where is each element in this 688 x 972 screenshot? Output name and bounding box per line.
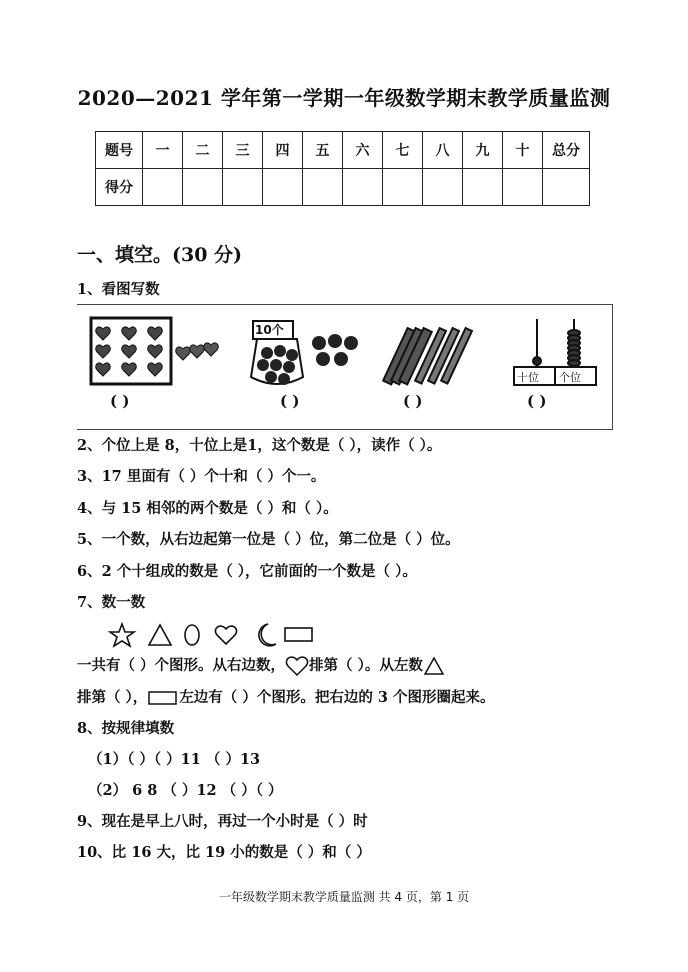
score-table-score-row bbox=[96, 169, 590, 206]
star-icon bbox=[110, 624, 134, 646]
rectangle-icon bbox=[285, 628, 312, 641]
question-4: 4、与 15 相邻的两个数是（ ）和（ ）。 bbox=[77, 500, 338, 517]
question-10: 10、比 16 大，比 19 小的数是（ ）和（ ） bbox=[77, 844, 371, 861]
score-header-cell: 四 bbox=[263, 132, 303, 169]
question-3: 3、17 里面有（ ）个十和（ ）个一。 bbox=[77, 468, 326, 485]
answer-bracket[interactable]: ( ) bbox=[110, 392, 130, 410]
question-8: 8、按规律填数 bbox=[77, 720, 175, 737]
q7-line2-text-a: 排第（ ）， bbox=[77, 689, 148, 706]
hearts-box-icon bbox=[91, 318, 218, 384]
q7-line1-text-b: 排第（ ）。从左数 bbox=[309, 657, 423, 674]
stick-bundle-icon bbox=[383, 328, 472, 384]
score-cell[interactable] bbox=[303, 169, 343, 206]
score-header-cell: 二 bbox=[183, 132, 223, 169]
moon-icon bbox=[259, 624, 276, 646]
answer-bracket[interactable]: ( ) bbox=[527, 392, 547, 410]
question-7: 7、数一数 bbox=[77, 594, 146, 611]
score-cell[interactable] bbox=[383, 169, 423, 206]
score-header-cell: 七 bbox=[383, 132, 423, 169]
rectangle-icon bbox=[147, 690, 179, 706]
q1-illustrations bbox=[77, 305, 612, 429]
abacus-tens-label: 十位 bbox=[517, 371, 539, 384]
score-header-cell: 总分 bbox=[543, 132, 590, 169]
score-header-cell: 九 bbox=[463, 132, 503, 169]
score-cell[interactable] bbox=[503, 169, 543, 206]
question-9: 9、现在是早上八时，再过一个小时是（ ）时 bbox=[77, 813, 368, 830]
question-2: 2、个位上是 8，十位上是1，这个数是（ ），读作（ ）。 bbox=[77, 437, 442, 454]
page-footer: 一年级数学期末教学质量监测 共 4 页，第 1 页 bbox=[218, 890, 470, 904]
score-cell[interactable] bbox=[343, 169, 383, 206]
score-header-cell: 题号 bbox=[96, 132, 143, 169]
score-cell[interactable] bbox=[183, 169, 223, 206]
score-header-cell: 三 bbox=[223, 132, 263, 169]
score-header-cell: 五 bbox=[303, 132, 343, 169]
score-cell[interactable] bbox=[423, 169, 463, 206]
q8-row-1: （1）（ ）（ ）11 （ ）13 bbox=[88, 751, 261, 768]
score-cell[interactable] bbox=[543, 169, 590, 206]
q1-picture-strip bbox=[77, 304, 613, 430]
question-6: 6、2 个十组成的数是（ ），它前面的一个数是（ ）。 bbox=[77, 563, 417, 580]
triangle-icon bbox=[423, 656, 445, 676]
question-7-line-2 bbox=[77, 686, 495, 707]
triangle-icon bbox=[149, 625, 171, 645]
score-table bbox=[95, 131, 590, 206]
bag-label: 10个 bbox=[255, 323, 284, 337]
score-header-cell: 六 bbox=[343, 132, 383, 169]
score-cell[interactable] bbox=[223, 169, 263, 206]
oval-icon bbox=[185, 625, 199, 645]
q7-line2-text-b: 左边有（ ）个图形。把右边的 3 个图形圈起来。 bbox=[179, 689, 495, 706]
heart-icon bbox=[215, 626, 236, 644]
score-cell[interactable] bbox=[463, 169, 503, 206]
question-7-line-1 bbox=[77, 654, 445, 677]
abacus-ones-label: 个位 bbox=[559, 371, 581, 384]
page-title: 2020—2021 学年第一学期一年级数学期末教学质量监测 bbox=[77, 86, 611, 110]
question-1: 1、看图写数 bbox=[77, 281, 160, 298]
score-cell[interactable] bbox=[263, 169, 303, 206]
question-5: 5、一个数，从右边起第一位是（ ）位，第二位是（ ）位。 bbox=[77, 531, 460, 548]
section-heading: 一、填空。(30 分) bbox=[77, 244, 243, 266]
score-cell[interactable] bbox=[143, 169, 183, 206]
q7-shapes-row bbox=[108, 622, 318, 650]
score-header-cell: 一 bbox=[143, 132, 183, 169]
score-header-cell: 十 bbox=[503, 132, 543, 169]
q7-line1-text-a: 一共有（ ）个图形。从右边数， bbox=[77, 657, 286, 674]
heart-icon bbox=[285, 655, 309, 677]
answer-bracket[interactable]: ( ) bbox=[403, 392, 423, 410]
score-row-label: 得分 bbox=[96, 169, 143, 206]
q8-row-2: （2） 6 8 （ ）12 （ ）（ ） bbox=[88, 782, 283, 799]
score-table-header-row bbox=[96, 132, 590, 169]
answer-bracket[interactable]: ( ) bbox=[280, 392, 300, 410]
score-header-cell: 八 bbox=[423, 132, 463, 169]
